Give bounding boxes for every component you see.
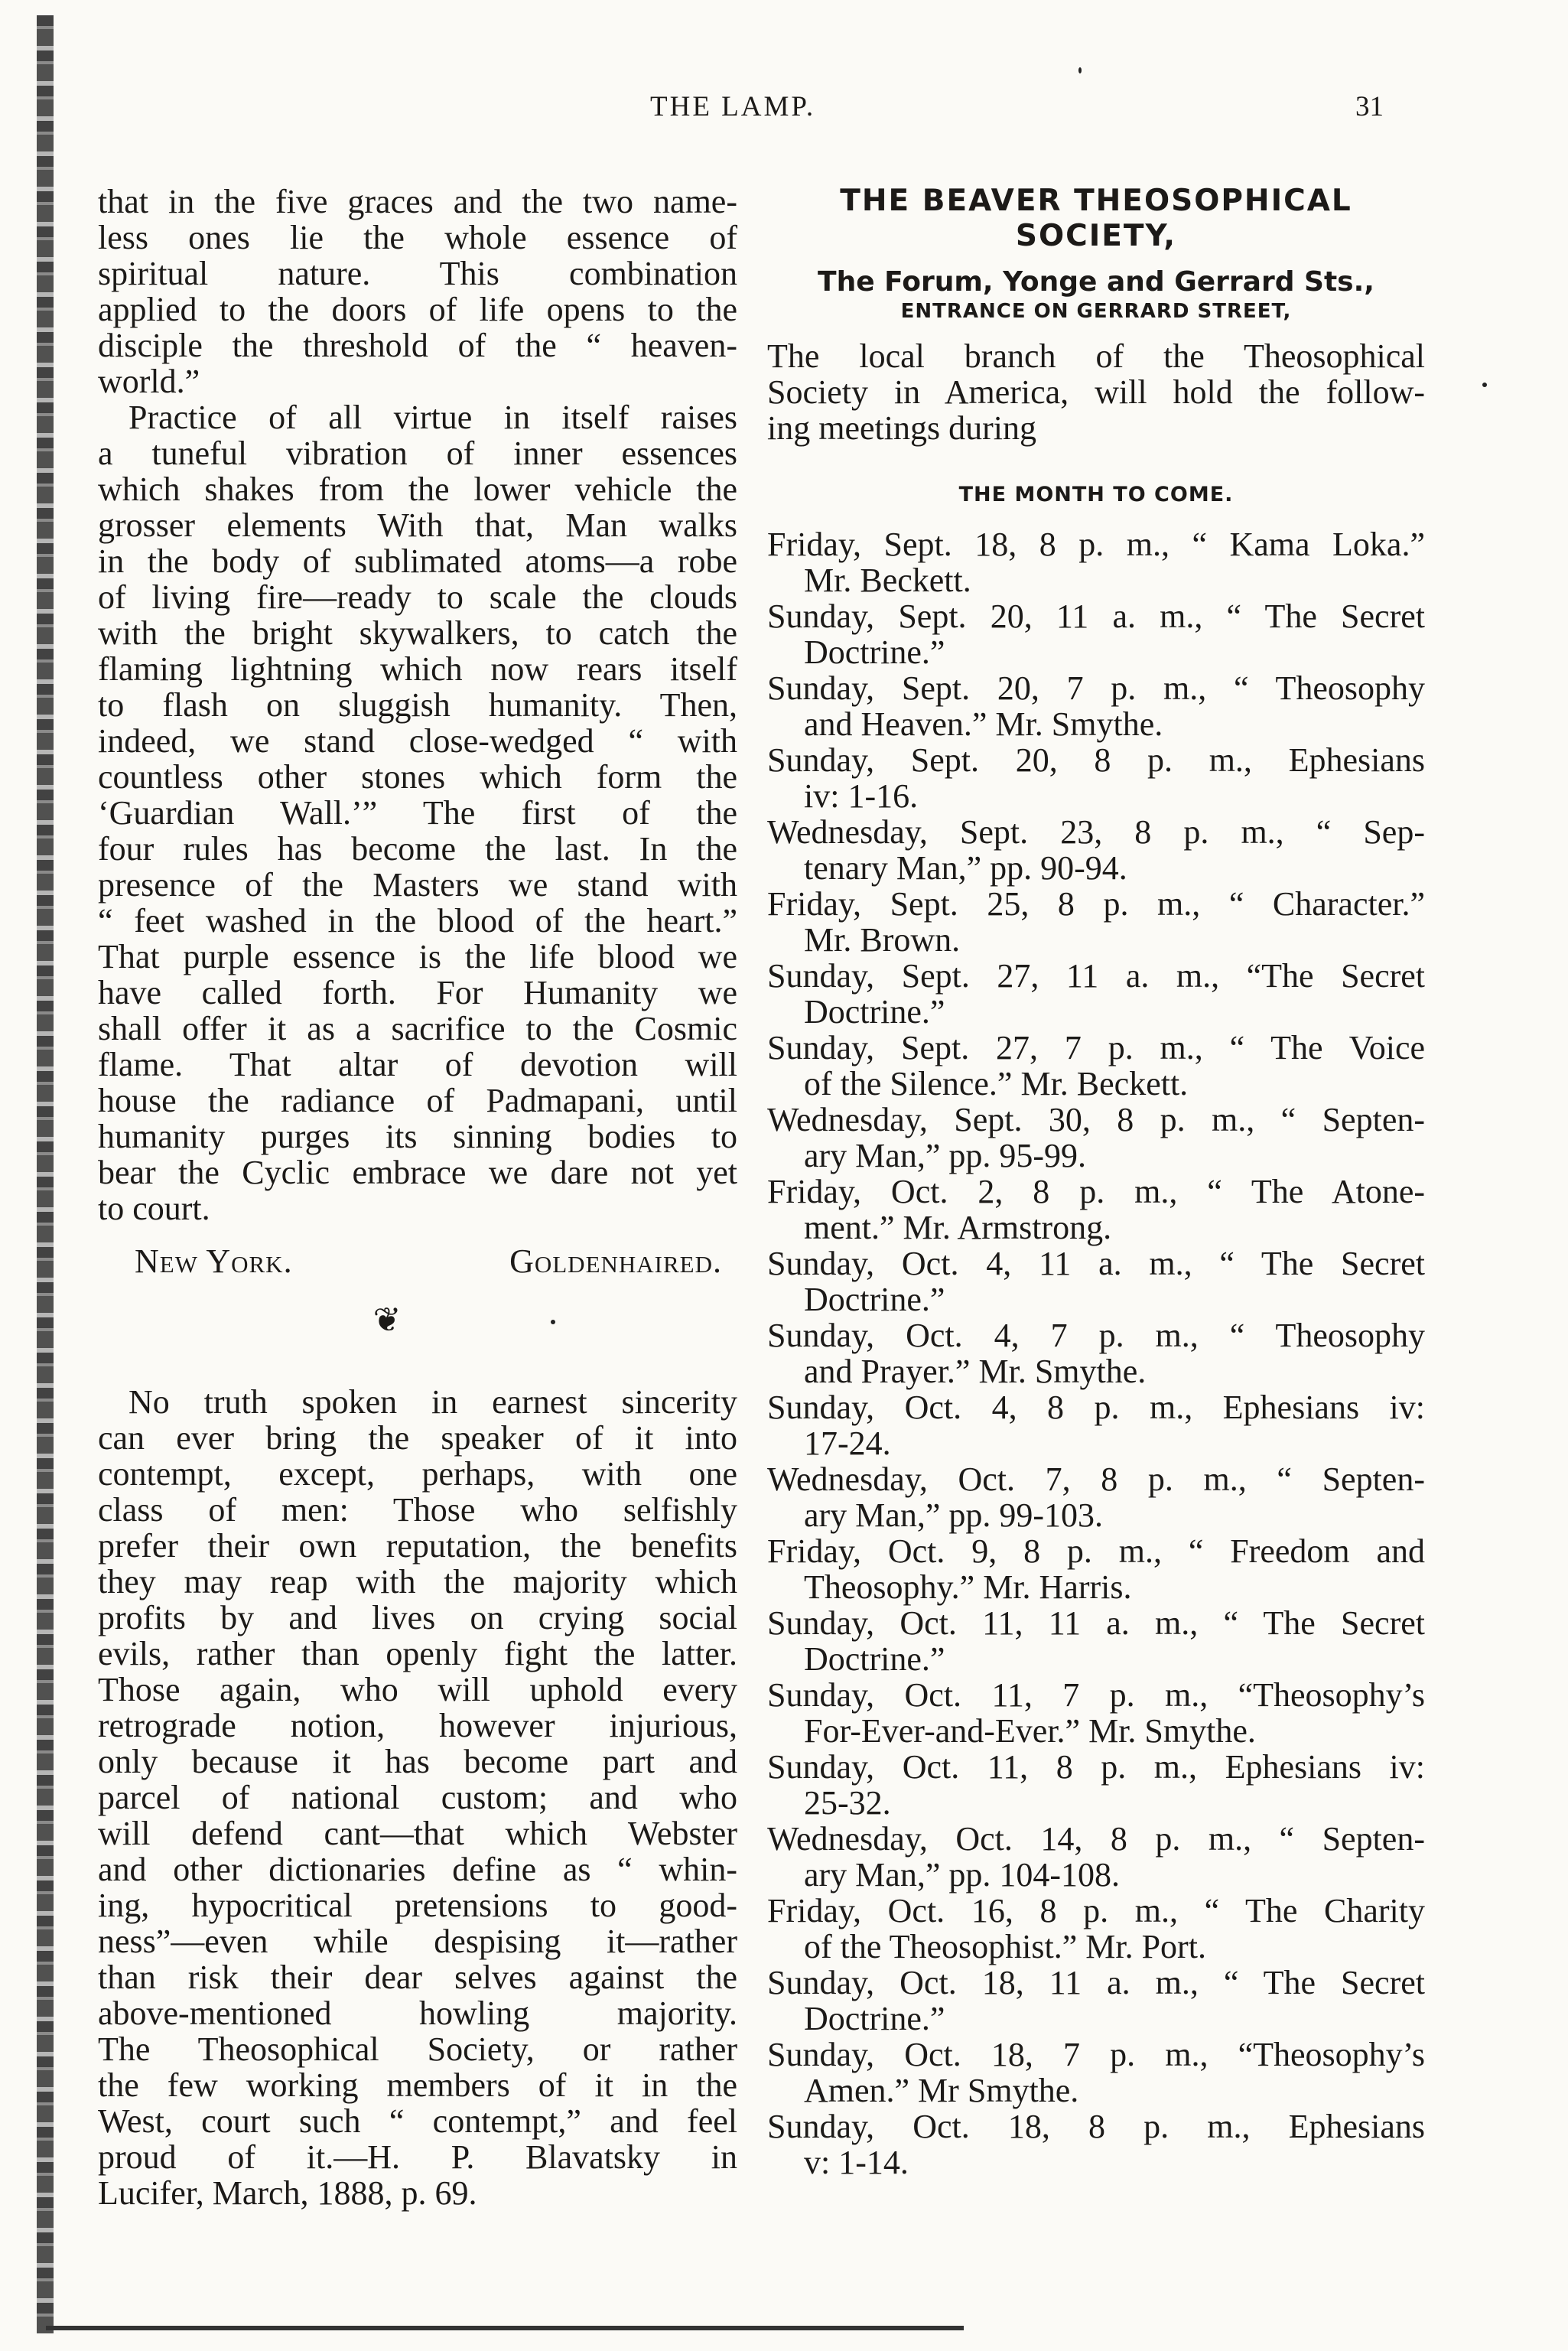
text-line: and other dictionaries define as “ whin-: [98, 1851, 737, 1888]
text-line: of living fire—ready to scale the clouds: [98, 578, 737, 616]
meeting-details: Wednesday, Sept. 23, 8 p. m., “ Sep-: [767, 813, 1425, 851]
print-speck: [551, 1320, 555, 1324]
text-line: flame. That altar of devotion will: [98, 1046, 737, 1083]
meeting-list: [767, 526, 1425, 2180]
text-line: bear the Cyclic embrace we dare not yet: [98, 1154, 737, 1191]
meeting-details-continued: of the Silence.” Mr. Beckett.: [804, 1065, 1189, 1102]
signature-name: Goldenhaired.: [509, 1242, 722, 1280]
meeting-item: [767, 1533, 1425, 1605]
meeting-details-continued: and Heaven.” Mr. Smythe.: [804, 705, 1163, 743]
left-column: [98, 184, 737, 2211]
text-line: a tuneful vibration of inner essences: [98, 435, 737, 472]
meeting-details-continued: and Prayer.” Mr. Smythe.: [804, 1353, 1147, 1390]
text-line: proud of it.—H. P. Blavatsky in: [98, 2138, 737, 2176]
print-speck: [1078, 67, 1082, 73]
running-title: THE LAMP.: [650, 91, 816, 122]
meeting-details-continued: ary Man,” pp. 104-108.: [804, 1856, 1121, 1893]
meeting-item: [767, 886, 1425, 958]
text-line: Lucifer, March, 1888, p. 69.: [98, 2174, 477, 2212]
meeting-details: Friday, Oct. 2, 8 p. m., “ The Atone-: [767, 1173, 1425, 1210]
text-line: humanity purges its sinning bodies to: [98, 1118, 737, 1155]
venue-line: The Forum, Yonge and Gerrard Sts.,: [818, 266, 1374, 298]
right-column: [767, 184, 1425, 2180]
text-line: only because it has become part and: [98, 1743, 737, 1780]
page-bottom-edge: [46, 2326, 964, 2330]
meeting-details-continued: tenary Man,” pp. 90-94.: [804, 849, 1127, 887]
meeting-details-continued: Doctrine.”: [804, 2000, 945, 2037]
meeting-details: Sunday, Oct. 18, 11 a. m., “ The Secret: [767, 1964, 1425, 2001]
text-line: presence of the Masters we stand with: [98, 866, 737, 904]
signature: [98, 1243, 737, 1279]
text-line: ing, hypocritical pretensions to good-: [98, 1887, 737, 1924]
meeting-item: [767, 1677, 1425, 1749]
text-line: can ever bring the speaker of it into: [98, 1419, 737, 1457]
meeting-item: [767, 1605, 1425, 1677]
text-line: Society in America, will hold the follow-: [767, 373, 1425, 411]
text-line: West, court such “ contempt,” and feel: [98, 2102, 737, 2140]
meeting-item: [767, 1389, 1425, 1461]
meeting-details-continued: ary Man,” pp. 95-99.: [804, 1137, 1087, 1174]
meeting-item: [767, 1893, 1425, 1965]
society-title: [767, 184, 1425, 254]
society-title-line: THE BEAVER THEOSOPHICAL: [840, 184, 1352, 218]
meeting-item: [767, 1461, 1425, 1533]
text-line: The local branch of the Theosophical: [767, 337, 1425, 375]
meeting-item: [767, 2037, 1425, 2108]
ornament-icon: ❦: [372, 1301, 402, 1339]
meeting-item: [767, 958, 1425, 1030]
text-line: to flash on sluggish humanity. Then,: [98, 686, 737, 724]
meeting-details: Sunday, Oct. 11, 8 p. m., Ephesians iv:: [767, 1748, 1425, 1786]
page-binding-edge: [37, 15, 54, 2333]
meeting-item: [767, 598, 1425, 670]
page-header: [0, 90, 1568, 136]
meeting-item: [767, 2108, 1425, 2180]
meeting-details-continued: Theosophy.” Mr. Harris.: [804, 1568, 1132, 1606]
text-line: world.”: [98, 363, 200, 400]
meeting-details-continued: 17-24.: [804, 1425, 891, 1462]
meeting-item: [767, 1174, 1425, 1246]
meeting-details: Sunday, Sept. 27, 11 a. m., “The Secret: [767, 957, 1425, 995]
print-speck: [1482, 383, 1487, 387]
text-line: That purple essence is the life blood we: [98, 938, 737, 975]
text-line: countless other stones which form the: [98, 758, 737, 796]
text-line: flaming lightning which now rears itself: [98, 650, 737, 688]
meeting-details: Sunday, Oct. 11, 7 p. m., “Theosophy’s: [767, 1676, 1425, 1714]
meeting-details-continued: ment.” Mr. Armstrong.: [804, 1209, 1112, 1246]
meeting-details: Sunday, Sept. 20, 7 p. m., “ Theosophy: [767, 669, 1425, 707]
text-line: class of men: Those who selfishly: [98, 1491, 737, 1529]
text-line: retrograde notion, however injurious,: [98, 1707, 737, 1744]
text-line: shall offer it as a sacrifice to the Cosmic: [98, 1010, 737, 1047]
meeting-details: Sunday, Oct. 4, 8 p. m., Ephesians iv:: [767, 1389, 1425, 1426]
meeting-details-continued: ary Man,” pp. 99-103.: [804, 1496, 1104, 1534]
text-line: profits by and lives on crying social: [98, 1599, 737, 1636]
meeting-details-continued: iv: 1-16.: [804, 777, 919, 815]
meeting-details: Wednesday, Oct. 14, 8 p. m., “ Septen-: [767, 1820, 1425, 1858]
month-heading: THE MONTH TO COME.: [958, 483, 1234, 506]
meeting-item: [767, 1102, 1425, 1174]
meeting-details: Friday, Oct. 9, 8 p. m., “ Freedom and: [767, 1532, 1425, 1570]
meeting-details: Sunday, Sept. 20, 11 a. m., “ The Secret: [767, 598, 1425, 635]
text-line: the few working members of it in the: [98, 2066, 737, 2104]
meeting-item: [767, 1965, 1425, 2037]
text-line: Practice of all virtue in itself raises: [128, 399, 737, 436]
meeting-details-continued: 25-32.: [804, 1784, 891, 1822]
meeting-details: Wednesday, Sept. 30, 8 p. m., “ Septen-: [767, 1101, 1425, 1138]
text-line: less ones lie the whole essence of: [98, 219, 737, 256]
text-line: with the bright skywalkers, to catch the: [98, 614, 737, 652]
meeting-item: [767, 1821, 1425, 1893]
text-line: contempt, except, perhaps, with one: [98, 1455, 737, 1493]
text-line: that in the five graces and the two name-: [98, 183, 737, 220]
text-line: grosser elements With that, Man walks: [98, 506, 737, 544]
meeting-item: [767, 814, 1425, 886]
text-line: will defend cant—that which Webster: [98, 1815, 737, 1852]
essay-paragraph: [98, 184, 737, 399]
text-line: No truth spoken in earnest sincerity: [128, 1383, 737, 1421]
meeting-item: [767, 526, 1425, 598]
meeting-details: Friday, Oct. 16, 8 p. m., “ The Charity: [767, 1892, 1425, 1929]
meeting-details-continued: v: 1-14.: [804, 2144, 909, 2181]
meeting-details: Friday, Sept. 25, 8 p. m., “ Character.”: [767, 885, 1425, 923]
intro-paragraph: [767, 338, 1425, 446]
society-title-line: SOCIETY,: [1015, 219, 1177, 253]
text-line: parcel of national custom; and who: [98, 1779, 737, 1816]
text-line: ‘Guardian Wall.’” The first of the: [98, 794, 737, 832]
meeting-details-continued: Doctrine.”: [804, 1281, 945, 1318]
meeting-details: Sunday, Sept. 20, 8 p. m., Ephesians: [767, 741, 1425, 779]
essay-paragraph: [98, 399, 737, 1226]
entrance-line: ENTRANCE ON GERRARD STREET,: [900, 300, 1292, 323]
text-line: applied to the doors of life opens to the: [98, 291, 737, 328]
meeting-item: [767, 1317, 1425, 1389]
meeting-details: Sunday, Oct. 4, 11 a. m., “ The Secret: [767, 1245, 1425, 1282]
meeting-details-continued: Doctrine.”: [804, 633, 945, 671]
text-line: ing meetings during: [767, 409, 1036, 447]
meeting-item: [767, 670, 1425, 742]
meeting-details: Sunday, Oct. 18, 8 p. m., Ephesians: [767, 2108, 1425, 2145]
meeting-details: Sunday, Sept. 27, 7 p. m., “ The Voice: [767, 1029, 1425, 1066]
text-line: to court.: [98, 1190, 210, 1227]
page-number: 31: [1355, 91, 1384, 122]
meeting-details-continued: Doctrine.”: [804, 1640, 945, 1678]
meeting-details-continued: For-Ever-and-Ever.” Mr. Smythe.: [804, 1712, 1256, 1750]
meeting-details-continued: Doctrine.”: [804, 993, 945, 1031]
text-line: four rules has become the last. In the: [98, 830, 737, 868]
text-line: have called forth. For Humanity we: [98, 974, 737, 1011]
meeting-details-continued: of the Theosophist.” Mr. Port.: [804, 1928, 1206, 1965]
text-line: ness”—even while despising it—rather: [98, 1923, 737, 1960]
text-line: than risk their dear selves against the: [98, 1959, 737, 1996]
meeting-details: Sunday, Oct. 4, 7 p. m., “ Theosophy: [767, 1317, 1425, 1354]
meeting-item: [767, 1030, 1425, 1102]
text-line: The Theosophical Society, or rather: [98, 2030, 737, 2068]
text-line: they may reap with the majority which: [98, 1563, 737, 1600]
text-line: spiritual nature. This combination: [98, 255, 737, 292]
text-line: above-mentioned howling majority.: [98, 1994, 737, 2032]
text-line: Those again, who will uphold every: [98, 1671, 737, 1708]
meeting-details-continued: Amen.” Mr Smythe.: [804, 2072, 1079, 2109]
meeting-details: Sunday, Oct. 11, 11 a. m., “ The Secret: [767, 1604, 1425, 1642]
text-line: prefer their own reputation, the benefits: [98, 1527, 737, 1565]
text-line: “ feet washed in the blood of the heart.”: [98, 902, 737, 939]
meeting-item: [767, 742, 1425, 814]
text-line: indeed, we stand close-wedged “ with: [98, 722, 737, 760]
text-line: evils, rather than openly fight the latter.: [98, 1635, 737, 1672]
meeting-details: Wednesday, Oct. 7, 8 p. m., “ Septen-: [767, 1460, 1425, 1498]
meeting-details: Sunday, Oct. 18, 7 p. m., “Theosophy’s: [767, 2036, 1425, 2073]
meeting-item: [767, 1246, 1425, 1317]
meeting-details-continued: Mr. Brown.: [804, 921, 961, 959]
signature-place: New York.: [135, 1242, 293, 1280]
text-line: disciple the threshold of the “ heaven-: [98, 327, 737, 364]
meeting-details: Friday, Sept. 18, 8 p. m., “ Kama Loka.”: [767, 526, 1425, 563]
meeting-details-continued: Mr. Beckett.: [804, 562, 971, 599]
text-line: in the body of sublimated atoms—a robe: [98, 542, 737, 580]
meeting-item: [767, 1749, 1425, 1821]
text-line: which shakes from the lower vehicle the: [98, 471, 737, 508]
quote-paragraph: [98, 1384, 737, 2211]
text-line: house the radiance of Padmapani, until: [98, 1082, 737, 1119]
